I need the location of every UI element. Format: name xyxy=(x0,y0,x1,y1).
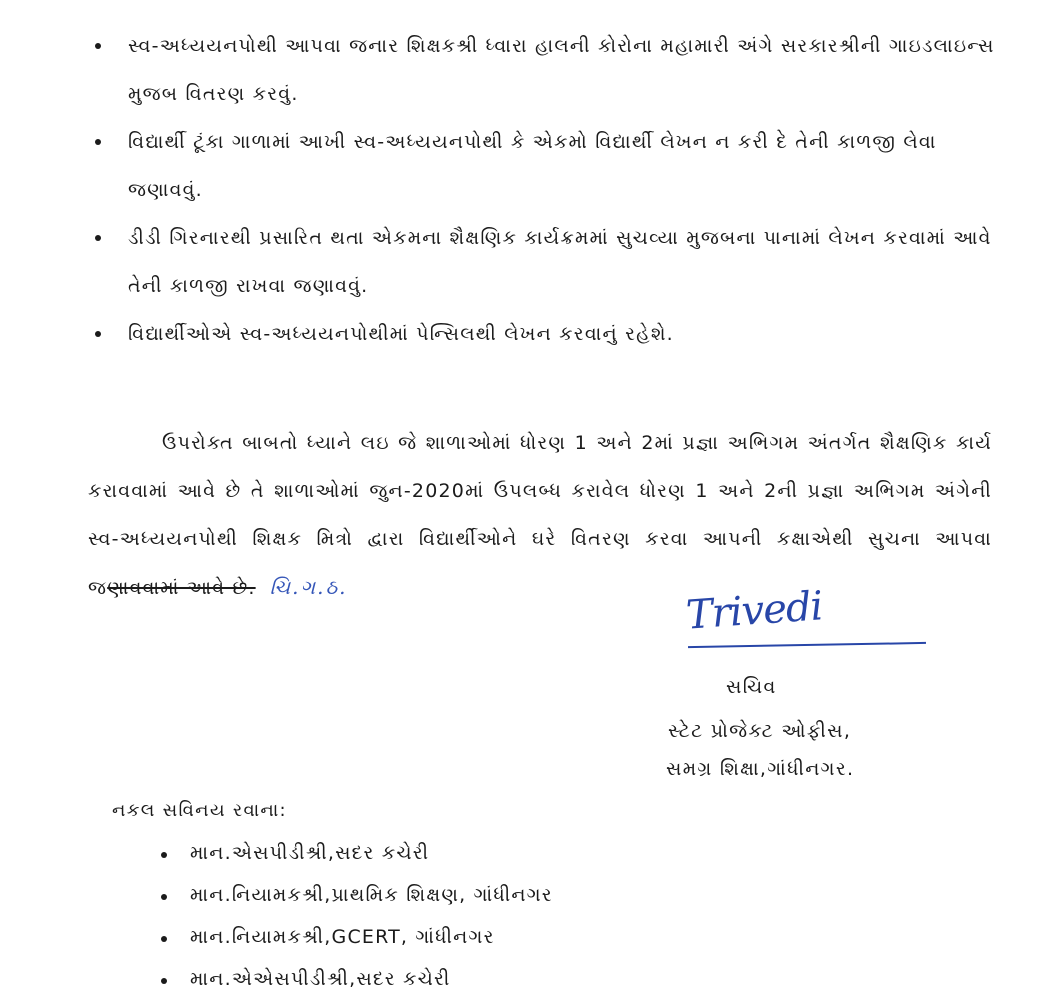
copy-to-item xyxy=(158,916,553,958)
struck-out-text: ણાવવામાં આવે છે. xyxy=(107,577,256,599)
bullet-dot-icon xyxy=(161,936,167,942)
bullet-dot-icon xyxy=(161,894,167,900)
handwritten-signature xyxy=(684,583,936,668)
bullet-dot-icon xyxy=(161,978,167,984)
copy-to-list xyxy=(158,832,553,1000)
recipient-text: માન.નિયામકશ્રી,પ્રાથમિક શિક્ષણ, ગાંધીનગર xyxy=(190,884,553,906)
copy-to-item xyxy=(158,832,553,874)
instruction-text: સ્વ-અધ્યયનપોથી આપવા જનાર શિક્ષકશ્રી ધ્વારા હાલની કોરોના મહામારી અંગે સરકારશ્રીની ગાઇડલાઇન્સ મુજબ વિતરણ કરવું. xyxy=(128,35,995,105)
copy-to-heading: નકલ સવિનય રવાના: xyxy=(112,800,287,821)
instruction-text: વિદ્યાર્થી ટૂંકા ગાળામાં આખી સ્વ-અધ્યયનપોથી કે એકમો વિદ્યાર્થી લેખન ન કરી દે તેની કાળજી લેવા જણાવવું. xyxy=(128,131,937,201)
signature-text: Trivedi xyxy=(684,583,824,639)
recipient-text: માન.એએસપીડીશ્રી,સદર કચેરી xyxy=(190,968,451,990)
bullet-dot-icon xyxy=(95,331,101,337)
handwritten-note: ચિ.ગ.ઠ. xyxy=(269,575,348,599)
paragraph-text: ઉપરોક્ત બાબતો ધ્યાને લઇ જે શાળાઓમાં ધોરણ 1 અને 2માં પ્રજ્ઞા અભિગમ અંતર્ગત શૈક્ષણિક કાર્ય કરાવવામાં આવે છે તે શાળાઓમાં જુન-2020માં ઉપલબ્ધ કરાવેલ ધોરણ 1 અને 2ની પ્રજ્ઞા અભિગમ અંગેની સ્વ-અધ્યયનપોથી શિક્ષક મિત્રો દ્વારા વિદ્યાર્થીઓને ઘરે વિતરણ કરવા આપની કક્ષાએથી સુચના આપવા જ xyxy=(88,432,992,599)
instruction-text: વિદ્યાર્થીઓએ સ્વ-અધ્યયનપોથીમાં પેન્સિલથી લેખન કરવાનું રહેશે. xyxy=(128,323,674,345)
bullet-dot-icon xyxy=(95,139,101,145)
signature-underline xyxy=(688,642,926,648)
signatory-office: સ્ટેટ પ્રોજેક્ટ ઓફીસ, xyxy=(668,720,852,742)
recipient-text: માન.નિયામકશ્રી,GCERT, ગાંધીનગર xyxy=(190,926,495,948)
bullet-dot-icon xyxy=(95,235,101,241)
instruction-item xyxy=(92,22,1002,118)
instruction-item xyxy=(92,118,1002,214)
instruction-item xyxy=(92,310,1002,358)
signatory-location: સમગ્ર શિક્ષા,ગાંધીનગર. xyxy=(666,758,855,780)
instruction-text: ડીડી ગિરનારથી પ્રસારિત થતા એકમના શૈક્ષણિક કાર્યક્રમમાં સુચવ્યા મુજબના પાનામાં લેખન કરવામાં આવે તેની કાળજી રાખવા જણાવવું. xyxy=(128,227,992,297)
instruction-list xyxy=(92,22,1002,358)
body-paragraph xyxy=(88,419,992,612)
copy-to-item xyxy=(158,958,553,1000)
copy-to-item xyxy=(158,874,553,916)
bullet-dot-icon xyxy=(95,43,101,49)
instruction-item xyxy=(92,214,1002,310)
bullet-dot-icon xyxy=(161,852,167,858)
signatory-designation: સચિવ xyxy=(726,676,777,698)
recipient-text: માન.એસપીડીશ્રી,સદર કચેરી xyxy=(190,842,430,864)
